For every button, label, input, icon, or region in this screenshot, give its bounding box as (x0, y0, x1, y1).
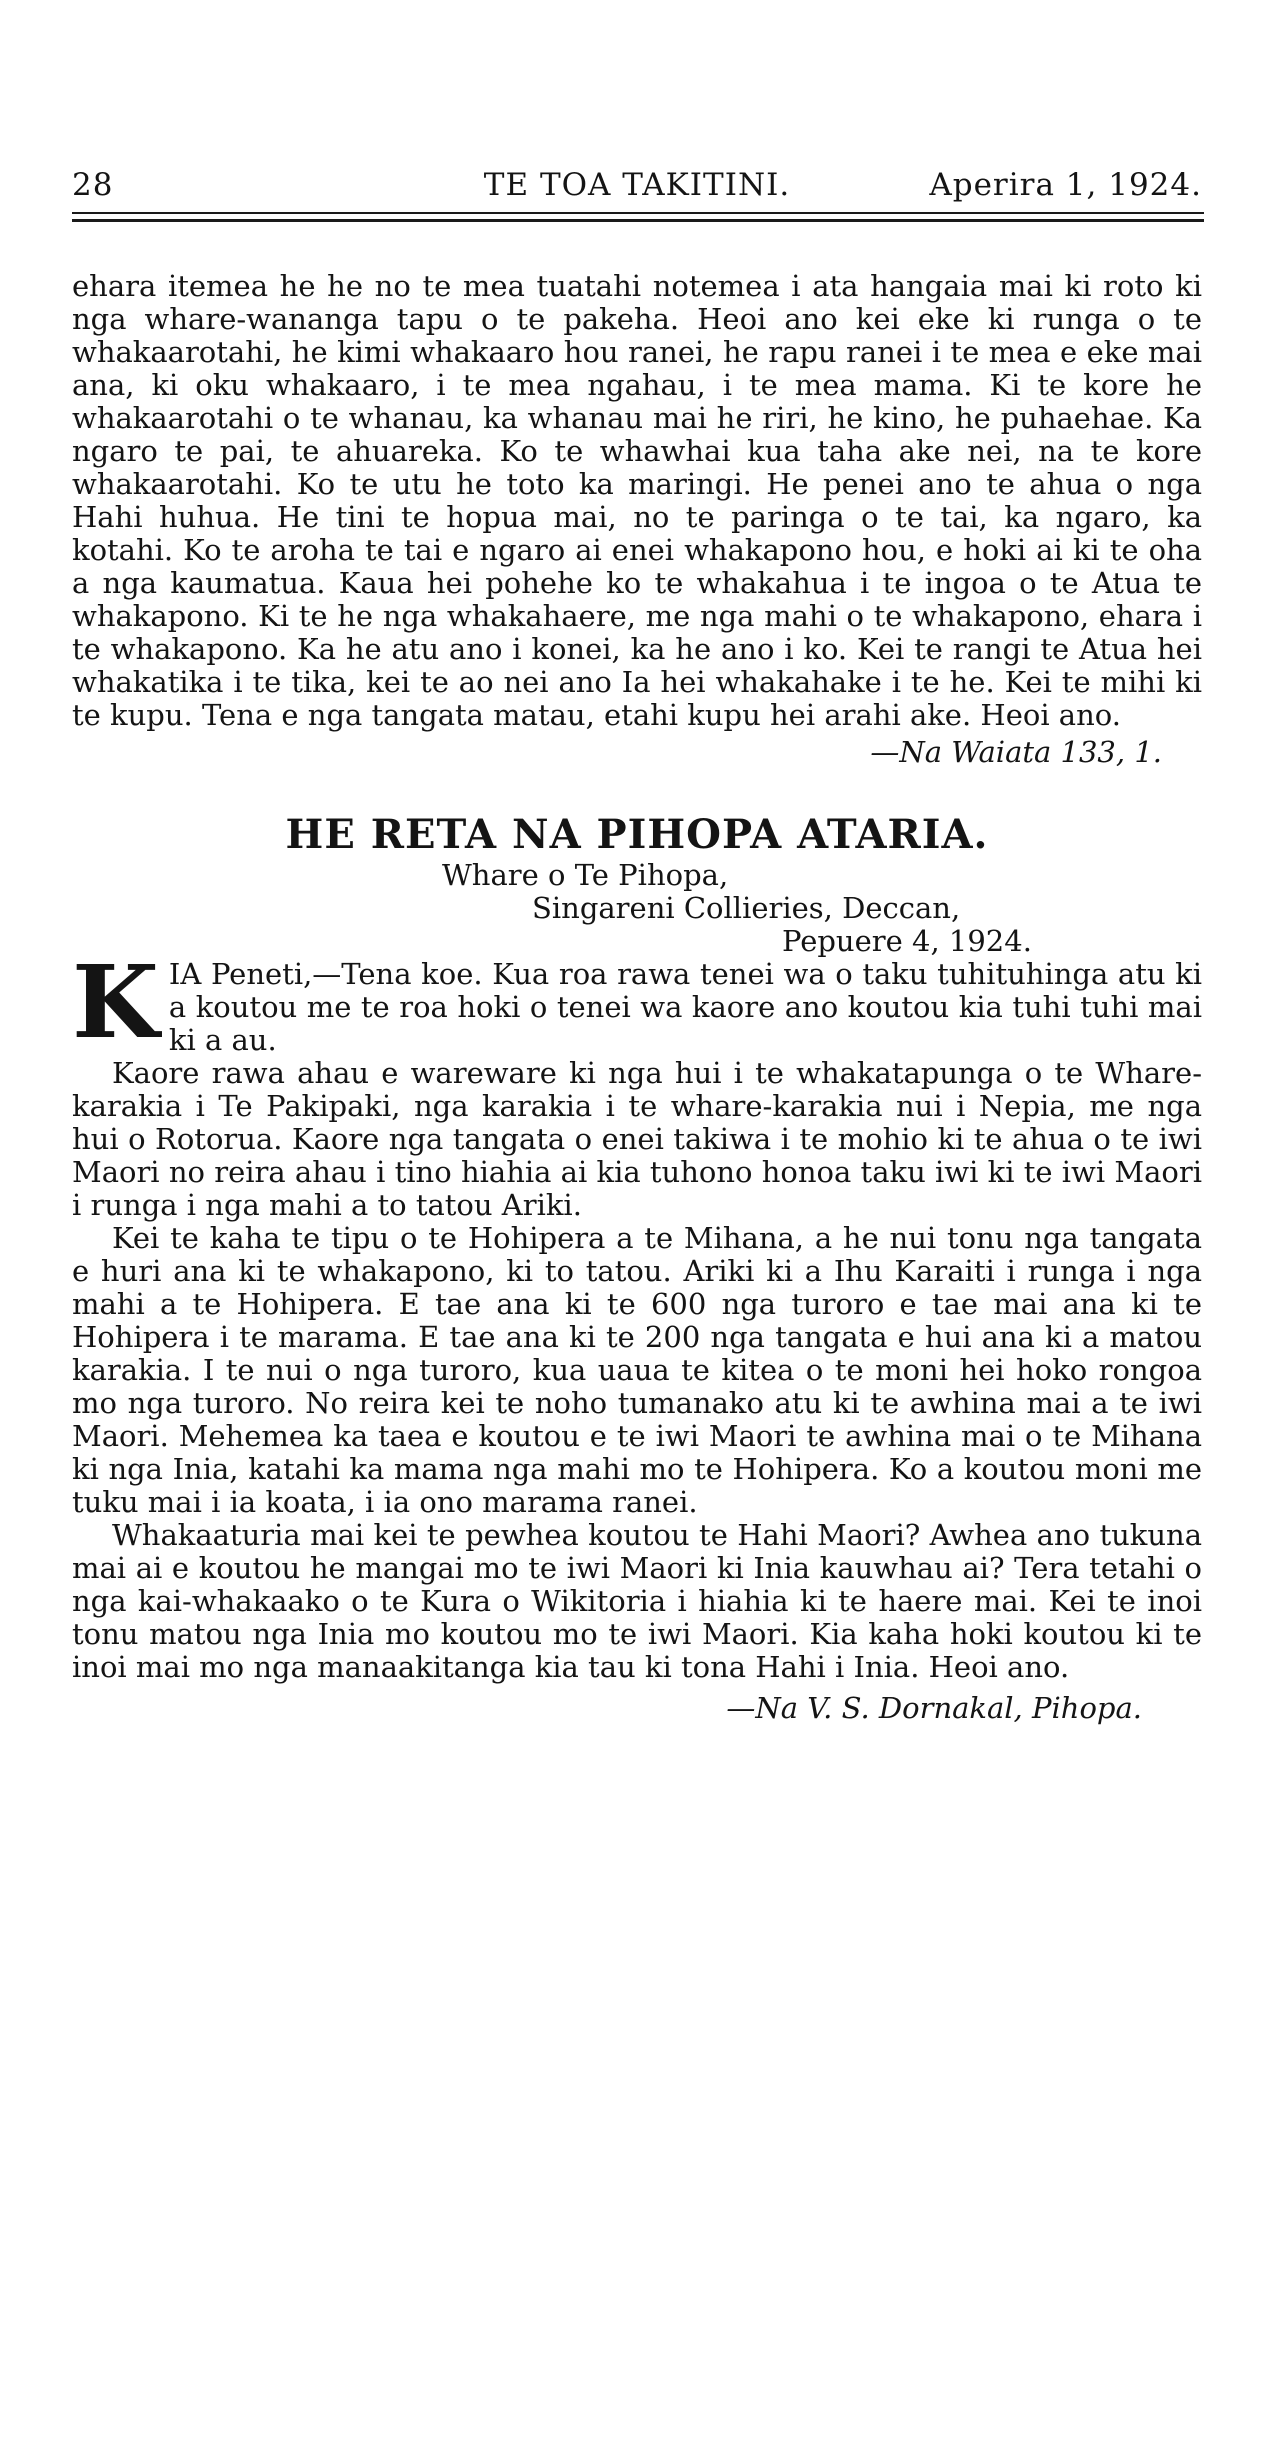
letter-greeting-text: IA Peneti,—Tena koe. Kua roa rawa tenei wa o taku tuhituhinga atu ki a koutou me te roa hoki o tenei wa kaore ano koutou kia tuhi tuhi mai ki a au. (168, 957, 1202, 1057)
letter-greeting-paragraph (72, 943, 1202, 1061)
letter-address-line2: Singareni Collieries, Deccan, (532, 891, 961, 925)
letter-heading: HE RETA NA PIHOPA ATARIA. (285, 811, 989, 858)
letter-paragraph-3: Whakaaturia mai kei te pewhea koutou te Hahi Maori? Awhea ano tukuna mai ai e koutou he mangai mo te iwi Maori ki Inia kauwhau ai? Tera tetahi o nga kai-whakaako o te Kura o Wikitoria i hiahia ki te haere mai. Kei te inoi tonu matou nga Inia mo koutou mo te iwi Maori. Kia kaha hoki koutou ki te inoi mai mo nga manaakitanga kia tau ki tona Hahi i Inia. Heoi ano. (72, 1518, 1202, 1684)
article-body (72, 270, 1202, 1754)
letter-address-line1: Whare o Te Pihopa, (442, 858, 729, 892)
intro-signature-text: —Na Waiata 133, 1. (870, 735, 1162, 769)
letter-paragraph-2: Kei te kaha te tipu o te Hohipera a te Mihana, a he nui tonu nga tangata e huri ana ki te whakapono, ki to tatou. Ariki ki a Ihu Karaiti i runga i nga mahi a te Hohipera. E tae ana ki te 600 nga turoro e tae mai ana ki te Hohipera i te marama. E tae ana ki te 200 nga tangata e hui ana ki a matou karakia. I te nui o nga turoro, kua uaua te kitea o te moni hei hoko rongoa mo nga turoro. No reira kei te noho tumanako atu ki te awhina mai a te iwi Maori. Mehemea ka taea e koutou e te iwi Maori te awhina mai o te Mihana ki nga Inia, katahi ka mama nga mahi mo te Hohipera. Ko a koutou moni me tuku mai i ia koata, i ia ono marama ranei. (72, 1221, 1202, 1519)
header-rule-top (72, 212, 1204, 214)
letter-date: Pepuere 4, 1924. (782, 924, 1032, 958)
page-number: 28 (72, 167, 114, 203)
letter-signature: —Na V. S. Dornakal, Pihopa. (726, 1691, 1142, 1725)
drop-cap: K (72, 943, 159, 1061)
issue-date: Aperira 1, 1924. (929, 167, 1202, 203)
page-header (72, 160, 1202, 210)
intro-paragraph: ehara itemea he he no te mea tuatahi notemea i ata hangaia mai ki roto ki nga whare-wananga tapu o te pakeha. Heoi ano kei eke ki runga o te whakaarotahi, he kimi whakaaro hou ranei, he rapu ranei i te mea e eke mai ana, ki oku whakaaro, i te mea ngahau, i te mea mama. Ki te kore he whakaarotahi o te whanau, ka whanau mai he riri, he kino, he puhaehae. Ka ngaro te pai, te ahuareka. Ko te whawhai kua taha ake nei, na te kore whakaarotahi. Ko te utu he toto ka maringi. He penei ano te ahua o nga Hahi huhua. He tini te hopua mai, no te paringa o te tai, ka ngaro, ka kotahi. Ko te aroha te tai e ngaro ai enei whakapono hou, e hoki ai ki te oha a nga kaumatua. Kaua hei pohehe ko te whakahua i te ingoa o te Atua te whakapono. Ki te he nga whakahaere, me nga mahi o te whakapono, ehara i te whakapono. Ka he atu ano i konei, ka he ano i ko. Kei te rangi te Atua hei whakatika i te tika, kei te ao nei ano Ia hei whakahake i te he. Kei te mihi ki te kupu. Tena e nga tangata matau, etahi kupu hei arahi ake. Heoi ano. (72, 269, 1202, 732)
publication-title: TE TOA TAKITINI. (483, 167, 791, 203)
intro-signature (72, 736, 1202, 769)
letter-paragraph-1: Kaore rawa ahau e wareware ki nga hui i te whakatapunga o te Whare-karakia i Te Pakipaki, nga karakia i te whare-karakia nui i Nepia, me nga hui o Rotorua. Kaore nga tangata o enei takiwa i te mohio ki te ahua o te iwi Maori no reira ahau i tino hiahia ai kia tuhono honoa taku iwi ki te iwi Maori i runga i nga mahi a to tatou Ariki. (72, 1056, 1202, 1222)
header-rule-bottom (72, 219, 1204, 222)
